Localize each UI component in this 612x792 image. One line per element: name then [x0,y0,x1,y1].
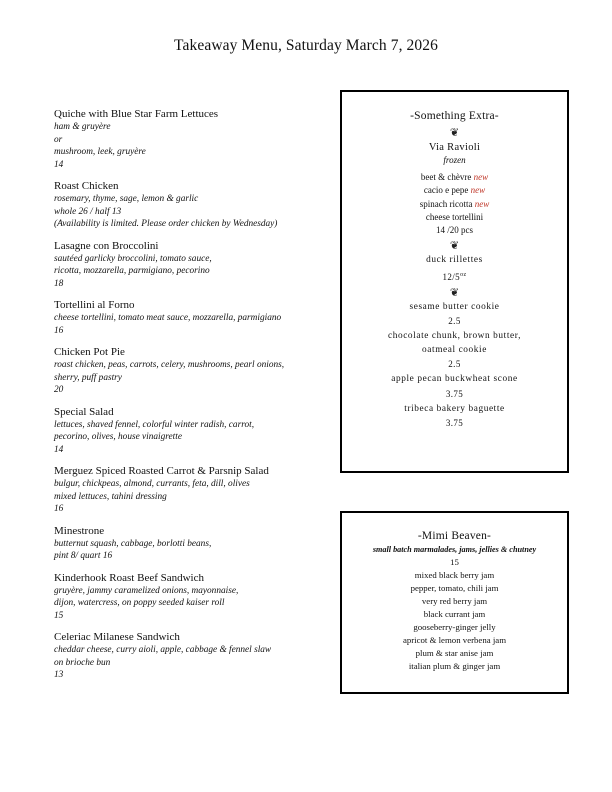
via-ravioli-subtitle: frozen [443,155,466,165]
menu-item-price: 20 [54,385,64,395]
something-extra-box [340,90,569,473]
menu-item-price: 14 [54,159,64,170]
menu-item-name: Roast Chicken [54,180,119,192]
menu-item [54,298,334,337]
menu-item-description: bulgur, chickpeas, almond, currants, feta, dill, olives mixed lettuces, tahini dressing [54,479,250,502]
jam-item: plum & star anise jam [415,648,494,658]
ravioli-item-name: spinach ricotta [419,198,473,209]
mimi-beaven-title: -Mimi Beaven- [417,530,492,542]
menu-item-price: 15 [54,610,64,621]
menu-item-description: roast chicken, peas, carrots, celery, mushrooms, pearl onions, sherry, puff pastry [54,360,285,383]
menu-item-description: gruyère, jammy caramelized onions, mayonnaise, dijon, watercress, on poppy seeded kaiser roll [54,585,239,608]
duck-rillettes-name: duck rillettes [426,255,483,266]
new-badge: new [470,185,486,196]
new-badge: new [473,172,489,182]
menu-item-name: Merguez Spiced Roasted Carrot & Parsnip Salad [54,465,269,477]
bakery-item-price: 2.5 [448,316,461,327]
ravioli-price: 14 /20 pcs [436,225,473,236]
something-extra-title: -Something Extra- [410,110,499,122]
flourish-icon: ❦ [449,240,460,253]
menu-item-price: 18 [54,278,64,289]
ravioli-item [342,198,567,211]
ravioli-item [342,184,567,197]
menu-item-description: butternut squash, cabbage, borlotti beans, pint 8/ quart 16 [54,538,212,561]
main-menu-list [54,107,334,690]
ravioli-list [342,171,567,224]
jam-item: italian plum & ginger jam [408,661,501,671]
menu-item [54,524,334,563]
menu-item-description: ham & gruyère or mushroom, leek, gruyère [54,122,146,157]
ravioli-item-name: cheese tortellini [425,211,484,222]
menu-item-price: 13 [54,670,64,680]
menu-item-name: Minestrone [54,524,105,537]
ravioli-item-name: cacio e pepe [423,185,469,196]
new-badge: new [474,198,490,209]
duck-rillettes-price: $12/5^{oz}$ [442,271,467,282]
menu-item-name: Quiche with Blue Star Farm Lettuces [54,108,219,120]
flourish-icon: ❦ [449,127,460,139]
bakery-item-price: 2.5 [448,359,461,370]
menu-item [54,405,334,457]
menu-item [54,630,334,682]
menu-item-price: 16 [54,325,64,336]
ravioli-item [342,171,567,184]
bakery-item-name: sesame butter cookie [409,301,500,312]
menu-item-price: 16 [54,504,64,514]
bakery-item-name: chocolate chunk, brown butter, oatmeal cookie [387,331,522,355]
mimi-beaven-price: 15 [450,557,459,567]
menu-item-name: Chicken Pot Pie [54,346,125,358]
menu-item-name: Tortellini al Forno [54,299,135,311]
bakery-item-price: 3.75 [445,418,464,429]
menu-item-description: sautéed garlicky broccolini, tomato sauce, ricotta, mozzarella, parmigiano, pecorino [54,253,212,276]
bakery-item-name: apple pecan buckwheat scone [391,374,518,385]
jam-item: apricot & lemon verbena jam [402,635,507,645]
menu-item [54,571,334,623]
menu-item-description: rosemary, thyme, sage, lemon & garlic whole 26 / half 13 [54,194,199,217]
bakery-item-price: 3.75 [445,388,464,399]
menu-item [54,464,334,516]
jam-item: black currant jam [423,609,486,619]
page-title: Takeaway Menu, Saturday March 7, 2026 [174,37,438,54]
menu-item-description: lettuces, shaved fennel, colorful winter radish, carrot, pecorino, olives, house vinaigrette [54,419,255,442]
menu-item [54,179,334,231]
mimi-beaven-subtitle: small batch marmalades, jams, jellies & chutney [372,545,537,554]
menu-item-note: (Availability is limited. Please order chicken by Wednesday) [54,219,278,229]
menu-item-description: cheddar cheese, curry aioli, apple, cabbage & fennel slaw on brioche bun [54,645,272,668]
jam-item: mixed black berry jam [414,570,495,580]
mimi-beaven-box [340,511,569,694]
menu-item [54,345,334,397]
jam-item: gooseberry-ginger jelly [413,622,496,632]
menu-item-name: Kinderhook Roast Beef Sandwich [54,571,204,584]
bakery-list [342,301,567,431]
via-ravioli-title: Via Ravioli [428,142,481,153]
menu-item-description: cheese tortellini, tomato meat sauce, mozzarella, parmigiano [54,313,282,323]
ravioli-item-name: beet & chèvre [420,172,472,182]
menu-item-name: Special Salad [54,405,114,418]
menu-item-price: 14 [54,444,64,455]
menu-item [54,239,334,291]
flourish-icon: ❦ [449,286,460,299]
menu-item [54,107,334,171]
jam-list [342,569,567,673]
menu-item-name: Celeriac Milanese Sandwich [54,631,180,643]
menu-item-name: Lasagne con Broccolini [54,239,159,252]
jam-item: pepper, tomato, chili jam [410,583,499,593]
bakery-item-name: tribeca bakery baguette [404,403,505,414]
ravioli-item [342,211,567,224]
jam-item: very red berry jam [421,596,488,606]
